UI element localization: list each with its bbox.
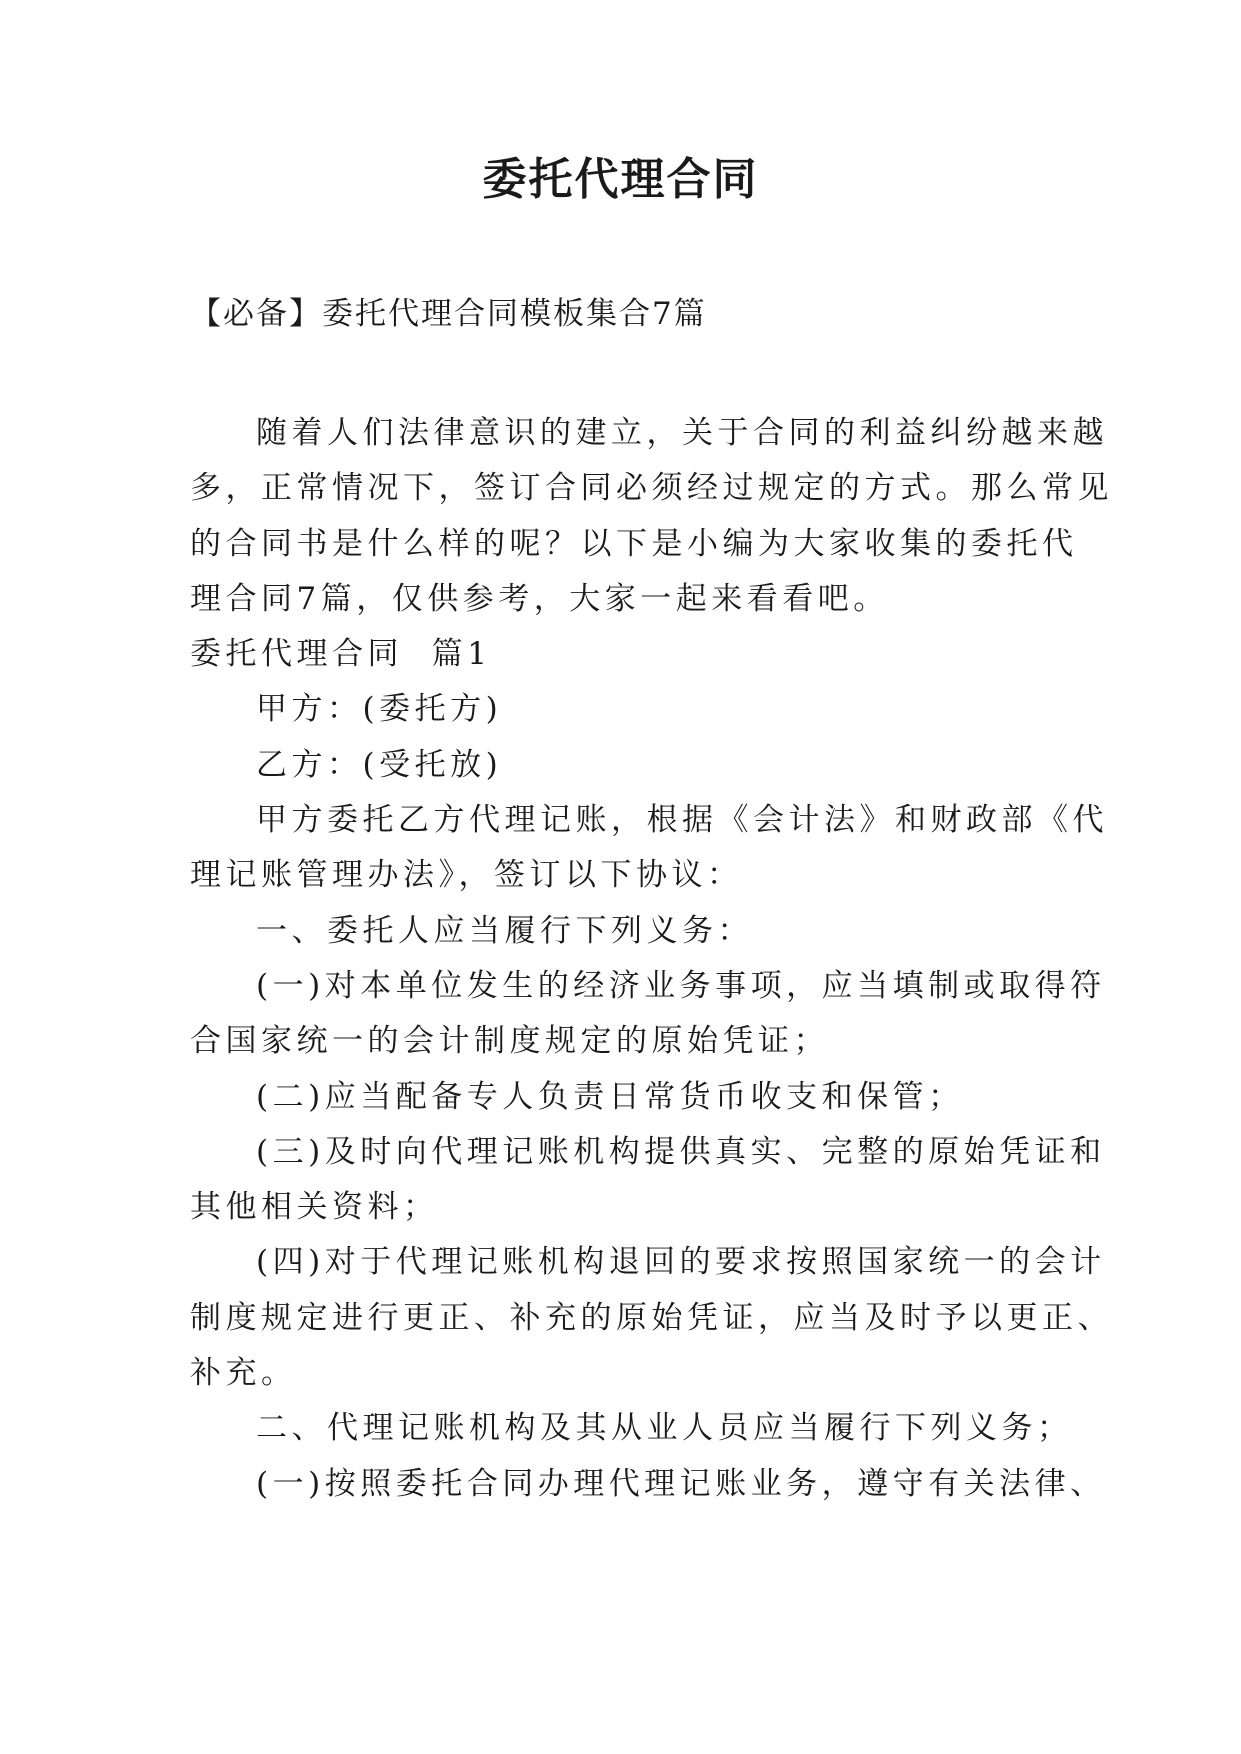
section-heading: 委托代理合同 篇1 <box>190 636 492 673</box>
body-line: 的合同书是什么样的呢？以下是小编为大家收集的委托代 <box>190 525 1078 562</box>
document-title: 委托代理合同 <box>482 154 759 205</box>
body-line: (一)按照委托合同办理代理记账业务，遵守有关法律、 <box>256 1465 1106 1502</box>
body-line: 一、委托人应当履行下列义务： <box>256 912 753 949</box>
body-line: 随着人们法律意识的建立，关于合同的利益纠纷越来越 <box>256 415 1108 451</box>
body-line: 理合同7篇，仅供参考，大家一起来看看吧。 <box>190 580 889 617</box>
body-line: 制度规定进行更正、补充的原始凭证，应当及时予以更正、 <box>190 1299 1113 1336</box>
body-line: 甲方：(委托方) <box>256 691 503 728</box>
body-line: 理记账管理办法》，签订以下协议： <box>190 857 743 894</box>
document-body <box>190 406 1113 1512</box>
body-line: 多，正常情况下，签订合同必须经过规定的方式。那么常见 <box>190 470 1113 507</box>
body-line: 合国家统一的会计制度规定的原始凭证； <box>190 1023 829 1060</box>
body-line: 其他相关资料； <box>190 1189 439 1226</box>
body-line: (四)对于代理记账机构退回的要求按照国家统一的会计 <box>256 1244 1106 1281</box>
body-line: (二)应当配备专人负责日常货币收支和保管； <box>256 1078 964 1115</box>
body-line: 乙方：(受托放) <box>256 746 503 783</box>
document-subtitle: 【必备】委托代理合同模板集合7篇 <box>190 296 707 332</box>
body-line: 补充。 <box>190 1355 297 1392</box>
body-line: (三)及时向代理记账机构提供真实、完整的原始凭证和 <box>256 1133 1106 1170</box>
body-line: 二、代理记账机构及其从业人员应当履行下列义务； <box>256 1410 1073 1447</box>
body-line: 甲方委托乙方代理记账，根据《会计法》和财政部《代 <box>256 802 1108 839</box>
body-line: (一)对本单位发生的经济业务事项，应当填制或取得符 <box>256 967 1106 1004</box>
